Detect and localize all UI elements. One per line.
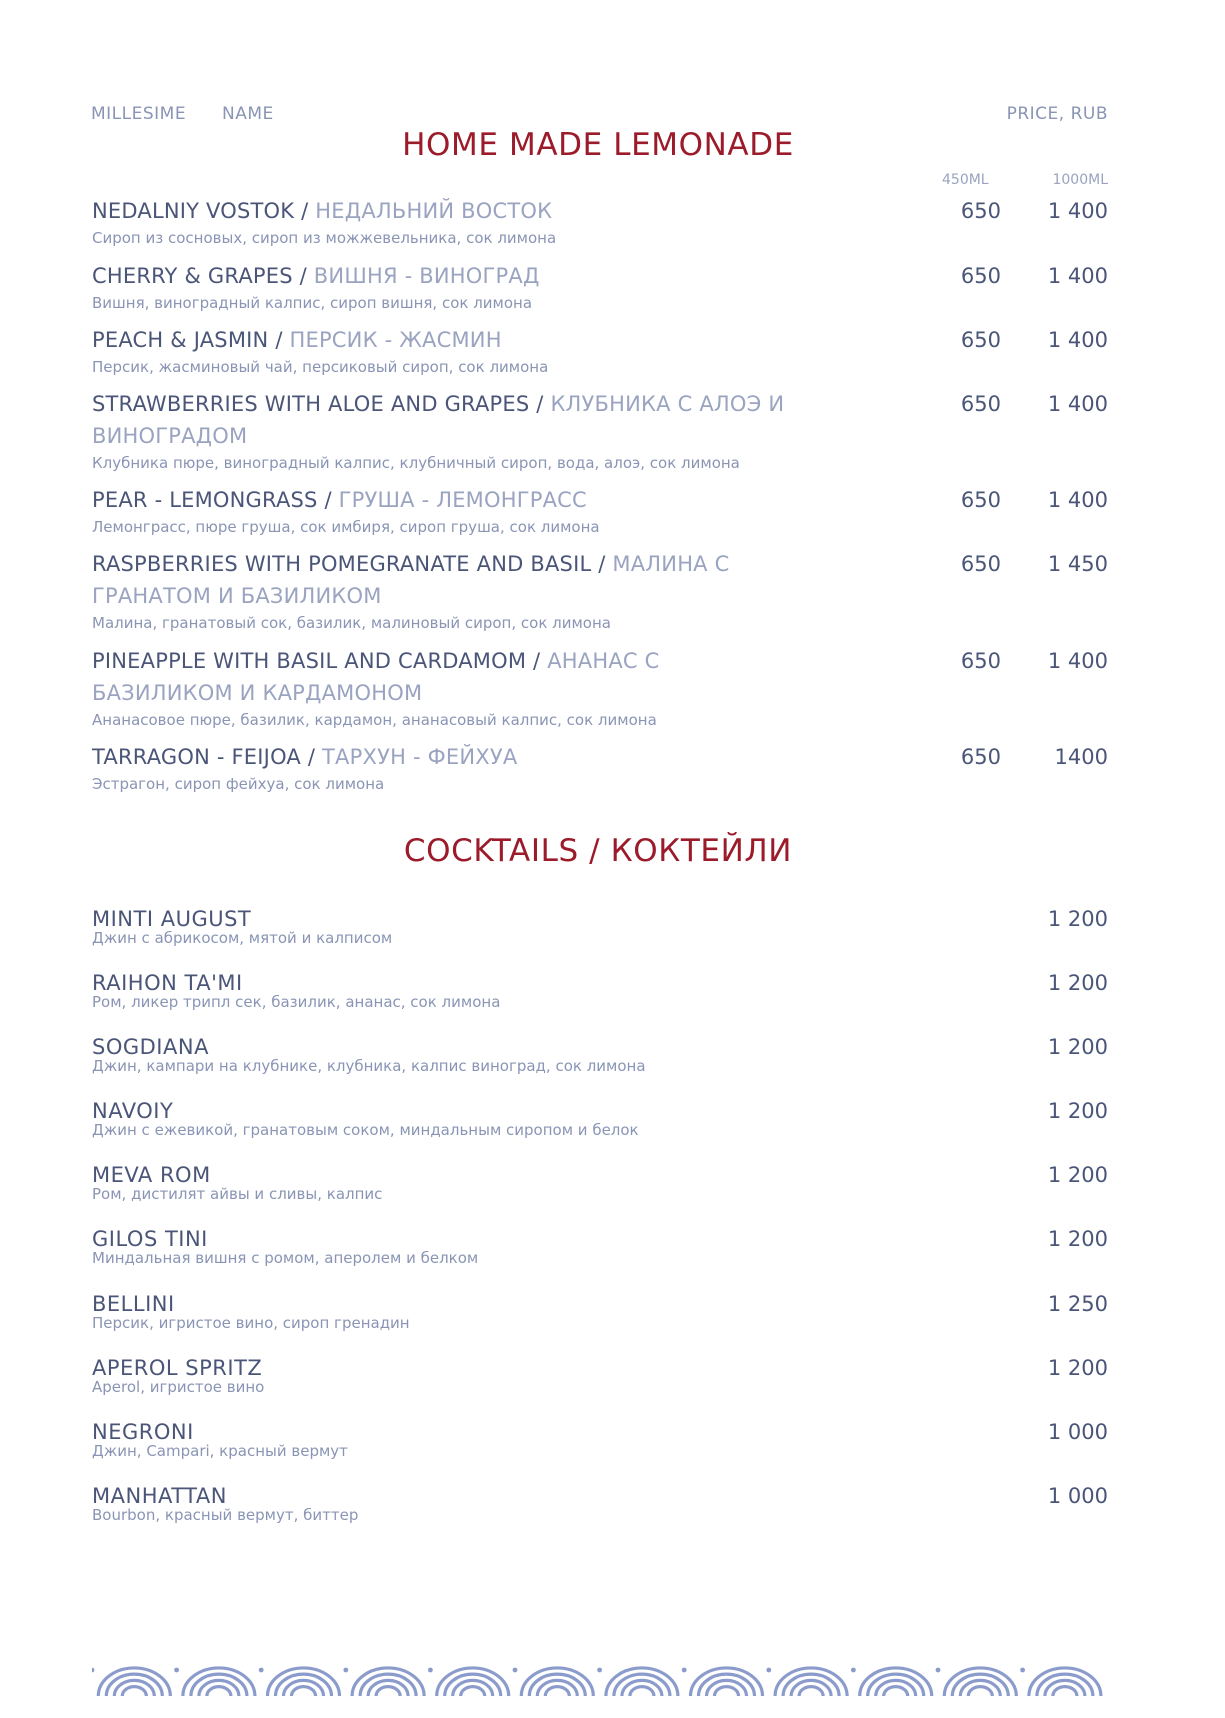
price-450: 650 bbox=[960, 328, 1001, 352]
ornament-dot bbox=[597, 1668, 602, 1673]
cocktail-item bbox=[92, 972, 1108, 1010]
item-name-en: TARRAGON - FEIJOA / bbox=[92, 745, 323, 769]
item-description: Малина, гранатовый сок, базилик, малиновый сироп, сок лимона bbox=[92, 614, 611, 632]
cocktail-name: MINTI AUGUST bbox=[92, 907, 252, 931]
header-price: PRICE, RUB bbox=[1006, 104, 1108, 124]
item-name-en: STRAWBERRIES WITH ALOE AND GRAPES / bbox=[92, 392, 551, 416]
lemonade-item bbox=[92, 260, 1108, 313]
item-description: Эстрагон, сироп фейхуа, сок лимона bbox=[92, 775, 385, 793]
cocktail-name: MANHATTAN bbox=[92, 1484, 227, 1508]
item-name bbox=[92, 645, 732, 709]
cocktail-item bbox=[92, 1036, 1108, 1074]
item-name-en: CHERRY & GRAPES / bbox=[92, 264, 314, 288]
item-name-en: PEACH & JASMIN / bbox=[92, 328, 290, 352]
price-1000: 1 400 bbox=[1047, 264, 1108, 288]
ornament-arc bbox=[207, 1687, 231, 1696]
price-1000: 1 400 bbox=[1047, 649, 1108, 673]
lemonade-item bbox=[92, 388, 1108, 473]
cocktail-description: Джин с ежевикой, гранатовым соком, миндальным сиропом и белок bbox=[92, 1121, 639, 1139]
header-name: NAME bbox=[222, 104, 274, 124]
item-name-en: NEDALNIY VOSTOK / bbox=[92, 199, 316, 223]
price-450: 650 bbox=[960, 488, 1001, 512]
cocktail-price: 1 200 bbox=[1047, 1227, 1108, 1251]
price-450: 650 bbox=[960, 649, 1001, 673]
lemonade-item bbox=[92, 548, 1108, 633]
cocktail-price: 1 200 bbox=[1047, 1356, 1108, 1380]
cocktail-price: 1 200 bbox=[1047, 971, 1108, 995]
cocktail-item bbox=[92, 908, 1108, 946]
price-450: 650 bbox=[960, 264, 1001, 288]
item-name-en: RASPBERRIES WITH POMEGRANATE AND BASIL / bbox=[92, 552, 613, 576]
item-name-ru: КЛУБНИКА С АЛОЭ И ВИНОГРАДОМ bbox=[92, 392, 785, 448]
lemonade-item bbox=[92, 324, 1108, 377]
cocktail-item bbox=[92, 1485, 1108, 1523]
item-name bbox=[92, 548, 732, 612]
cocktail-item bbox=[92, 1293, 1108, 1331]
cocktail-price: 1 250 bbox=[1047, 1292, 1108, 1316]
size-450-label: 450ML bbox=[942, 172, 989, 188]
cocktail-item bbox=[92, 1164, 1108, 1202]
ornament-dot bbox=[766, 1668, 771, 1673]
ornament-dot bbox=[851, 1668, 856, 1673]
cocktail-description: Ром, дистилят айвы и сливы, калпис bbox=[92, 1185, 383, 1203]
cocktail-name: RAIHON TA'MI bbox=[92, 971, 243, 995]
cocktail-description: Джин, кампари на клубнике, клубника, калпис виноград, сок лимона bbox=[92, 1057, 646, 1075]
price-450: 650 bbox=[960, 199, 1001, 223]
ornament-arc bbox=[630, 1687, 654, 1696]
item-description: Персик, жасминовый чай, персиковый сироп, сок лимона bbox=[92, 358, 549, 376]
cocktail-item bbox=[92, 1100, 1108, 1138]
ornament-dot bbox=[428, 1668, 433, 1673]
lemonade-item bbox=[92, 195, 1108, 248]
item-description: Клубника пюре, виноградный калпис, клубничный сироп, вода, алоэ, сок лимона bbox=[92, 454, 740, 472]
size-1000-label: 1000ML bbox=[1052, 172, 1108, 188]
item-name-ru: ПЕРСИК - ЖАСМИН bbox=[289, 328, 502, 352]
cocktail-name: NEGRONI bbox=[92, 1420, 194, 1444]
item-name-ru: ТАРХУН - ФЕЙХУА bbox=[322, 745, 518, 769]
ornament-arc bbox=[884, 1687, 908, 1696]
ornament-dot bbox=[682, 1668, 687, 1673]
cocktail-price: 1 000 bbox=[1047, 1484, 1108, 1508]
item-name-en: PINEAPPLE WITH BASIL AND CARDAMOM / bbox=[92, 649, 548, 673]
ornament-dot bbox=[343, 1668, 348, 1673]
price-450: 650 bbox=[960, 392, 1001, 416]
lemonade-item bbox=[92, 741, 1108, 794]
item-name-ru: МАЛИНА С ГРАНАТОМ И БАЗИЛИКОМ bbox=[92, 552, 730, 608]
ornament-arc bbox=[545, 1687, 569, 1696]
cocktail-price: 1 200 bbox=[1047, 1099, 1108, 1123]
cocktail-description: Джин, Campari, красный вермут bbox=[92, 1442, 348, 1460]
cocktail-price: 1 200 bbox=[1047, 907, 1108, 931]
cocktail-description: Bourbon, красный вермут, биттер bbox=[92, 1506, 359, 1524]
cocktails-title: COCKTAILS / КОКТЕЙЛИ bbox=[403, 833, 793, 869]
cocktail-name: MEVA ROM bbox=[92, 1163, 211, 1187]
item-name bbox=[92, 388, 832, 452]
price-1000: 1 400 bbox=[1047, 392, 1108, 416]
ornament-arc bbox=[122, 1687, 146, 1696]
cocktail-name: APEROL SPRITZ bbox=[92, 1356, 263, 1380]
item-name-ru: НЕДАЛЬНИЙ ВОСТОК bbox=[315, 199, 553, 223]
cocktail-name: SOGDIANA bbox=[92, 1035, 209, 1059]
ornament-arc bbox=[461, 1687, 485, 1696]
price-1000: 1 450 bbox=[1047, 552, 1108, 576]
cocktail-description: Ром, ликер трипл сек, базилик, ананас, сок лимона bbox=[92, 993, 501, 1011]
price-450: 650 bbox=[960, 745, 1001, 769]
ornament-dot bbox=[1020, 1668, 1025, 1673]
item-description: Вишня, виноградный калпис, сироп вишня, сок лимона bbox=[92, 294, 533, 312]
item-name-ru: ГРУША - ЛЕМОНГРАСС bbox=[338, 488, 587, 512]
cocktail-name: GILOS TINI bbox=[92, 1227, 208, 1251]
cocktail-price: 1 200 bbox=[1047, 1163, 1108, 1187]
ornament-arc bbox=[292, 1687, 316, 1696]
price-1000: 1 400 bbox=[1047, 199, 1108, 223]
wave-ornament bbox=[92, 1664, 1108, 1696]
ornament-arc bbox=[1053, 1687, 1077, 1696]
cocktail-item bbox=[92, 1228, 1108, 1266]
lemonade-item bbox=[92, 484, 1108, 537]
cocktail-item bbox=[92, 1421, 1108, 1459]
item-name-ru: АНАНАС С БАЗИЛИКОМ И КАРДАМОНОМ bbox=[92, 649, 660, 705]
header-millesime: MILLESIME bbox=[91, 104, 187, 124]
price-450: 650 bbox=[960, 552, 1001, 576]
ornament-arc bbox=[376, 1687, 400, 1696]
ornament-dot bbox=[92, 1668, 94, 1673]
cocktail-description: Aperol, игристое вино bbox=[92, 1378, 265, 1396]
cocktail-name: BELLINI bbox=[92, 1292, 175, 1316]
ornament-dot bbox=[174, 1668, 179, 1673]
item-name-ru: ВИШНЯ - ВИНОГРАД bbox=[313, 264, 540, 288]
cocktail-description: Персик, игристое вино, сироп гренадин bbox=[92, 1314, 410, 1332]
ornament-arc bbox=[799, 1687, 823, 1696]
cocktail-price: 1 000 bbox=[1047, 1420, 1108, 1444]
cocktail-description: Джин с абрикосом, мятой и калписом bbox=[92, 929, 393, 947]
cocktail-description: Миндальная вишня с ромом, аперолем и белком bbox=[92, 1249, 479, 1267]
price-1000: 1 400 bbox=[1047, 488, 1108, 512]
cocktail-price: 1 200 bbox=[1047, 1035, 1108, 1059]
ornament-arc bbox=[968, 1687, 992, 1696]
cocktail-item bbox=[92, 1357, 1108, 1395]
price-1000: 1 400 bbox=[1047, 328, 1108, 352]
item-name-en: PEAR - LEMONGRASS / bbox=[92, 488, 339, 512]
item-description: Лемонграсс, пюре груша, сок имбиря, сироп груша, сок лимона bbox=[92, 518, 600, 536]
ornament-dot bbox=[513, 1668, 518, 1673]
ornament-pattern bbox=[92, 1668, 1101, 1696]
price-1000: 1400 bbox=[1054, 745, 1108, 769]
item-description: Ананасовое пюре, базилик, кардамон, ананасовый калпис, сок лимона bbox=[92, 711, 657, 729]
ornament-dot bbox=[936, 1668, 941, 1673]
cocktail-name: NAVOIY bbox=[92, 1099, 174, 1123]
lemonade-item bbox=[92, 645, 1108, 730]
ornament-arc bbox=[715, 1687, 739, 1696]
lemonade-title: HOME MADE LEMONADE bbox=[402, 127, 794, 163]
item-description: Сироп из сосновых, сироп из можжевельника, сок лимона bbox=[92, 229, 557, 247]
ornament-dot bbox=[259, 1668, 264, 1673]
